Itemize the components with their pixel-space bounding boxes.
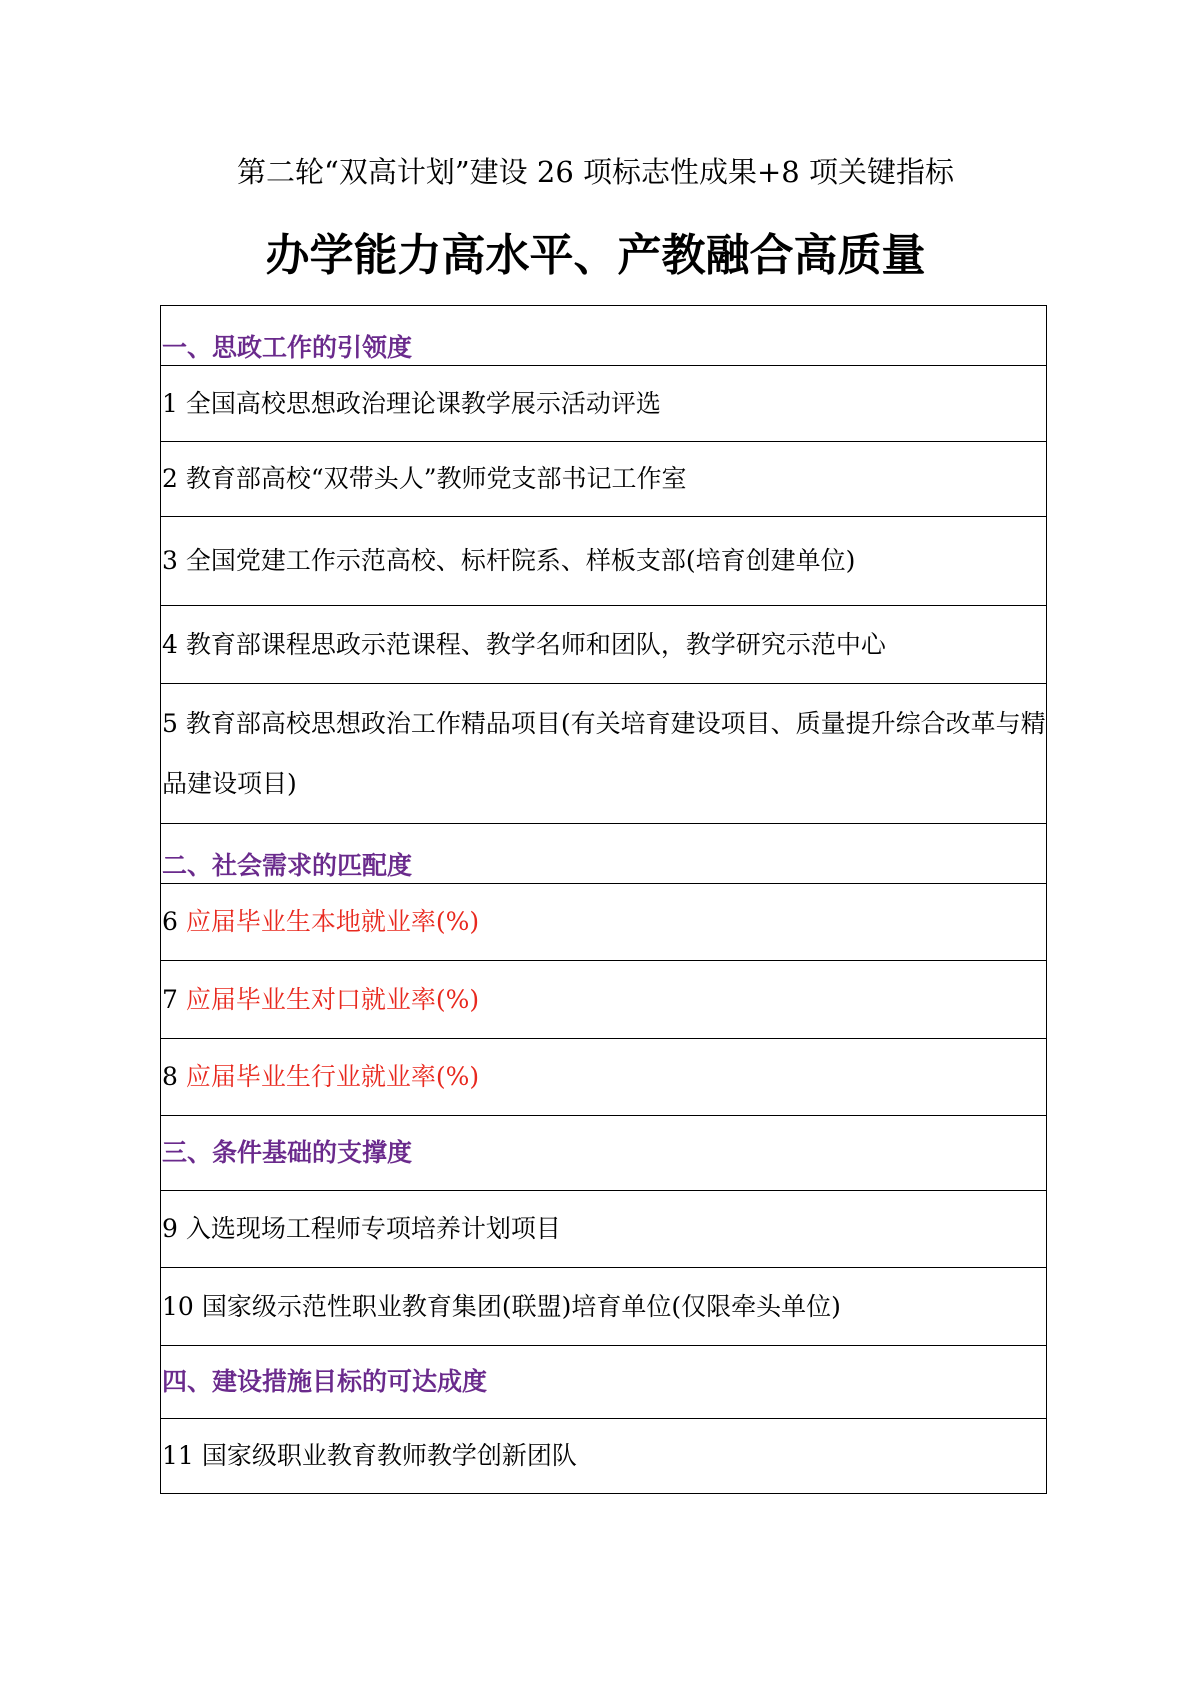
indicator-cell: [161, 1191, 1047, 1268]
indicator-cell: [161, 884, 1047, 961]
item-text: 入选现场工程师专项培养计划项目: [185, 1214, 561, 1243]
table-row: [161, 517, 1047, 606]
indicator-cell: [161, 1419, 1047, 1494]
table-row: [161, 961, 1047, 1039]
item-text: 国家级职业教育教师教学创新团队: [201, 1441, 577, 1470]
indicator-cell: [161, 517, 1047, 606]
item-number: 1: [162, 388, 178, 418]
table-row: [161, 366, 1047, 442]
item-number: 11: [162, 1441, 194, 1470]
item-text: 全国党建工作示范高校、标杆院系、样板支部(培育创建单位): [185, 546, 856, 575]
indicator-cell: [161, 1268, 1047, 1346]
indicator-cell: [161, 1039, 1047, 1116]
indicator-table: [160, 305, 1047, 1494]
table-row: [161, 1419, 1047, 1494]
table-row: [161, 1268, 1047, 1346]
item-text: 教育部高校思想政治工作精品项目(有关培育建设项目、质量提升综合改革与精品建设项目): [162, 708, 1046, 798]
section-heading: 三、条件基础的支撑度: [161, 1116, 1047, 1191]
item-text: 国家级示范性职业教育集团(联盟)培育单位(仅限牵头单位): [201, 1291, 841, 1321]
section-row: [161, 1346, 1047, 1419]
table-row: [161, 1039, 1047, 1116]
document-title: 办学能力高水平、产教融合高质量: [265, 230, 926, 281]
item-text: 教育部课程思政示范课程、教学名师和团队，教学研究示范中心: [185, 629, 886, 659]
section-heading: 二、社会需求的匹配度: [161, 824, 1047, 884]
indicator-cell: [161, 606, 1047, 684]
item-number: 5: [162, 708, 178, 738]
table-row: [161, 684, 1047, 824]
item-text: 全国高校思想政治理论课教学展示活动评选: [185, 388, 661, 418]
item-number: 2: [162, 464, 178, 493]
document-subtitle: 第二轮“双高计划”建设 26 项标志性成果+8 项关键指标: [237, 155, 954, 189]
item-number: 4: [162, 629, 178, 659]
table-row: [161, 884, 1047, 961]
item-number: 9: [162, 1214, 178, 1243]
item-number: 7: [162, 984, 178, 1014]
indicator-cell: [161, 366, 1047, 442]
item-text: 教育部高校“双带头人”教师党支部书记工作室: [185, 464, 687, 493]
section-row: [161, 824, 1047, 884]
item-number: 3: [162, 546, 178, 575]
item-number: 10: [162, 1291, 194, 1321]
indicator-cell: [161, 442, 1047, 517]
table-row: [161, 1191, 1047, 1268]
indicator-cell: [161, 684, 1047, 824]
item-number: 6: [162, 907, 178, 936]
section-heading: 四、建设措施目标的可达成度: [161, 1346, 1047, 1419]
key-indicator-text: 应届毕业生对口就业率(%): [185, 984, 480, 1014]
item-number: 8: [162, 1062, 178, 1091]
table-row: [161, 442, 1047, 517]
section-row: [161, 1116, 1047, 1191]
table-row: [161, 606, 1047, 684]
key-indicator-text: 应届毕业生行业就业率(%): [185, 1062, 480, 1091]
key-indicator-text: 应届毕业生本地就业率(%): [185, 907, 480, 936]
section-heading: 一、思政工作的引领度: [161, 306, 1047, 366]
section-row: [161, 306, 1047, 366]
indicator-cell: [161, 961, 1047, 1039]
